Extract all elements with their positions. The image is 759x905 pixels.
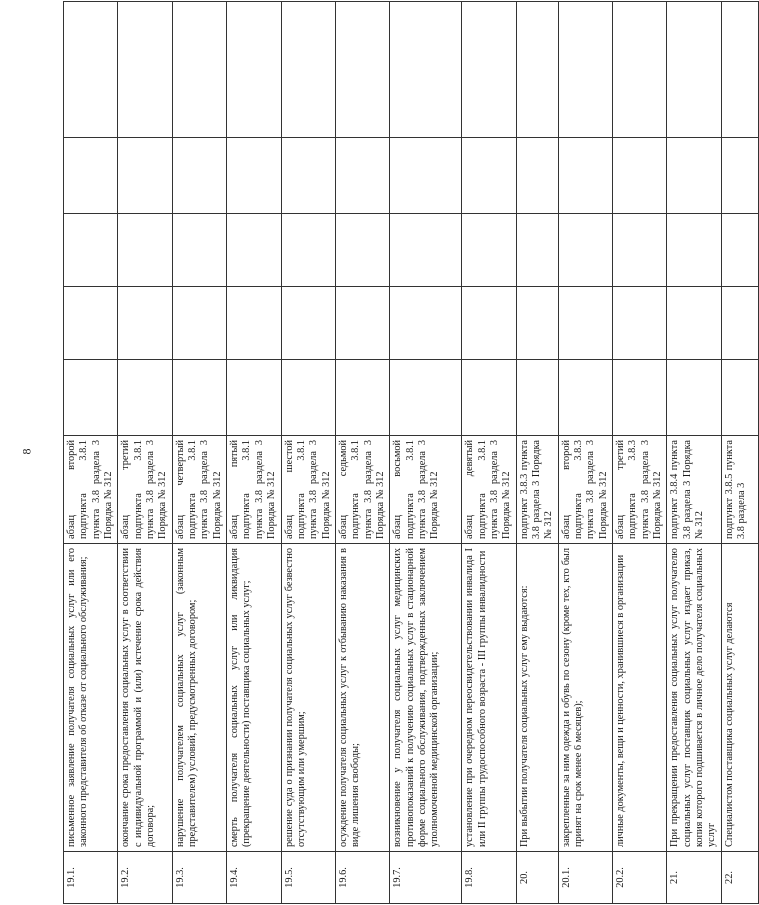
empty-cell (335, 287, 389, 360)
rotated-table-wrapper (63, 2, 748, 904)
empty-cell (516, 214, 558, 287)
criterion-text: решение суда о признании получателя социальных услуг безвестно отсутствующим или умершим; (281, 544, 335, 852)
empty-cell (281, 287, 335, 360)
empty-cell (390, 287, 462, 360)
empty-cell (558, 214, 612, 287)
empty-cell (118, 2, 172, 138)
table-row (390, 2, 462, 904)
table-row (227, 2, 281, 904)
empty-cell (172, 214, 226, 287)
legal-reference: абзац третий подпункта 3.8.1 пункта 3.8 раздела 3 Порядка № 312 (118, 436, 172, 544)
empty-cell (227, 360, 281, 436)
empty-cell (390, 360, 462, 436)
legal-reference: абзац седьмой подпункта 3.8.1 пункта 3.8 раздела 3 Порядка № 312 (335, 436, 389, 544)
criterion-text: окончание срока предоставления социальных услуг в соответствии с индивидуальной программой и (или) истечение срока действия договора; (118, 544, 172, 852)
empty-cell (335, 214, 389, 287)
criterion-text: письменное заявление получателя социальных услуг или его законного представителя об отказе от социального обслуживания; (64, 544, 118, 852)
empty-cell (118, 214, 172, 287)
table-row (721, 2, 758, 904)
empty-cell (613, 360, 667, 436)
empty-cell (281, 214, 335, 287)
empty-cell (172, 360, 226, 436)
row-number: 20. (516, 852, 558, 904)
empty-cell (281, 138, 335, 214)
empty-cell (558, 360, 612, 436)
criterion-text: осуждение получателя социальных услуг к отбыванию наказания в виде лишения свободы; (335, 544, 389, 852)
criterion-text: При прекращении предоставления социальных услуг получателю социальных услуг поставщик социальных услуг издает приказ, копия которого подшивается в личное дело получателя социальных услуг (667, 544, 721, 852)
row-number: 19.2. (118, 852, 172, 904)
empty-cell (390, 214, 462, 287)
empty-cell (667, 214, 721, 287)
empty-cell (390, 2, 462, 138)
empty-cell (64, 138, 118, 214)
criterion-text: закрепленные за ним одежда и обувь по сезону (кроме тех, кто был принят на срок менее 6 месяцев); (558, 544, 612, 852)
empty-cell (721, 214, 758, 287)
empty-cell (462, 138, 516, 214)
row-number: 21. (667, 852, 721, 904)
empty-cell (516, 287, 558, 360)
empty-cell (335, 2, 389, 138)
table-row (281, 2, 335, 904)
row-number: 20.1. (558, 852, 612, 904)
legal-reference: абзац девятый подпункта 3.8.1 пункта 3.8 раздела 3 Порядка № 312 (462, 436, 516, 544)
empty-cell (613, 287, 667, 360)
legal-reference: подпункт 3.8.3 пункта 3.8 раздела 3 Порядка № 312 (516, 436, 558, 544)
table-body (64, 2, 759, 904)
empty-cell (390, 138, 462, 214)
criterion-text: нарушение получателем социальных услуг (законным представителем) условий, предусмотренных договором; (172, 544, 226, 852)
criterion-text: смерть получателя социальных услуг или ликвидация (прекращение деятельности) поставщика социальных услуг; (227, 544, 281, 852)
row-number: 20.2. (613, 852, 667, 904)
row-number: 19.8. (462, 852, 516, 904)
requirements-table (63, 1, 759, 904)
empty-cell (721, 2, 758, 138)
empty-cell (281, 2, 335, 138)
legal-reference: абзац второй подпункта 3.8.3 пункта 3.8 раздела 3 Порядка № 312 (558, 436, 612, 544)
legal-reference: абзац третий подпункта 3.8.3 пункта 3.8 раздела 3 Порядка № 312 (613, 436, 667, 544)
empty-cell (227, 214, 281, 287)
row-number: 19.5. (281, 852, 335, 904)
empty-cell (64, 360, 118, 436)
table-row (462, 2, 516, 904)
row-number: 19.6. (335, 852, 389, 904)
empty-cell (462, 214, 516, 287)
criterion-text: возникновение у получателя социальных услуг медицинских противопоказаний к получению социальных услуг в стационарной форме социального обслуживания, подтвержденных заключением уполномоченной медицинской организации; (390, 544, 462, 852)
table-row (64, 2, 118, 904)
row-number: 22. (721, 852, 758, 904)
empty-cell (721, 360, 758, 436)
empty-cell (462, 360, 516, 436)
empty-cell (335, 138, 389, 214)
empty-cell (227, 138, 281, 214)
legal-reference: абзац шестой подпункта 3.8.1 пункта 3.8 раздела 3 Порядка № 312 (281, 436, 335, 544)
row-number: 19.7. (390, 852, 462, 904)
empty-cell (721, 138, 758, 214)
empty-cell (227, 2, 281, 138)
page-number: 8 (19, 448, 34, 455)
empty-cell (118, 287, 172, 360)
empty-cell (172, 138, 226, 214)
table-row (613, 2, 667, 904)
legal-reference: абзац четвертый подпункта 3.8.1 пункта 3.8 раздела 3 Порядка № 312 (172, 436, 226, 544)
table-row (558, 2, 612, 904)
table-row (335, 2, 389, 904)
criterion-text: личные документы, вещи и ценности, хранившиеся в организации (613, 544, 667, 852)
empty-cell (613, 138, 667, 214)
row-number: 19.3. (172, 852, 226, 904)
empty-cell (64, 214, 118, 287)
empty-cell (558, 2, 612, 138)
row-number: 19.4. (227, 852, 281, 904)
empty-cell (335, 360, 389, 436)
empty-cell (613, 214, 667, 287)
legal-reference: подпункт 3.8.4 пункта 3.8 раздела 3 Порядка № 312 (667, 436, 721, 544)
row-number: 19.1. (64, 852, 118, 904)
empty-cell (721, 287, 758, 360)
table-row (516, 2, 558, 904)
empty-cell (667, 2, 721, 138)
empty-cell (172, 287, 226, 360)
empty-cell (667, 287, 721, 360)
empty-cell (462, 287, 516, 360)
legal-reference: абзац второй подпункта 3.8.1 пункта 3.8 раздела 3 Порядка № 312 (64, 436, 118, 544)
criterion-text: установление при очередном переосвидетельствовании инвалида I или II группы трудоспособного возраста - III группы инвалидности (462, 544, 516, 852)
empty-cell (667, 360, 721, 436)
empty-cell (667, 138, 721, 214)
table-row (667, 2, 721, 904)
empty-cell (64, 2, 118, 138)
empty-cell (227, 287, 281, 360)
empty-cell (281, 360, 335, 436)
empty-cell (516, 138, 558, 214)
criterion-text: Специалистом поставщика социальных услуг делаются (721, 544, 758, 852)
empty-cell (516, 360, 558, 436)
empty-cell (462, 2, 516, 138)
empty-cell (64, 287, 118, 360)
legal-reference: подпункт 3.8.5 пункта 3.8 раздела 3 (721, 436, 758, 544)
empty-cell (613, 2, 667, 138)
criterion-text: При выбытии получателя социальных услуг ему выдаются: (516, 544, 558, 852)
empty-cell (558, 138, 612, 214)
table-row (118, 2, 172, 904)
empty-cell (172, 2, 226, 138)
empty-cell (118, 138, 172, 214)
empty-cell (558, 287, 612, 360)
empty-cell (516, 2, 558, 138)
legal-reference: абзац восьмой подпункта 3.8.1 пункта 3.8 раздела 3 Порядка № 312 (390, 436, 462, 544)
table-row (172, 2, 226, 904)
legal-reference: абзац пятый подпункта 3.8.1 пункта 3.8 раздела 3 Порядка № 312 (227, 436, 281, 544)
empty-cell (118, 360, 172, 436)
